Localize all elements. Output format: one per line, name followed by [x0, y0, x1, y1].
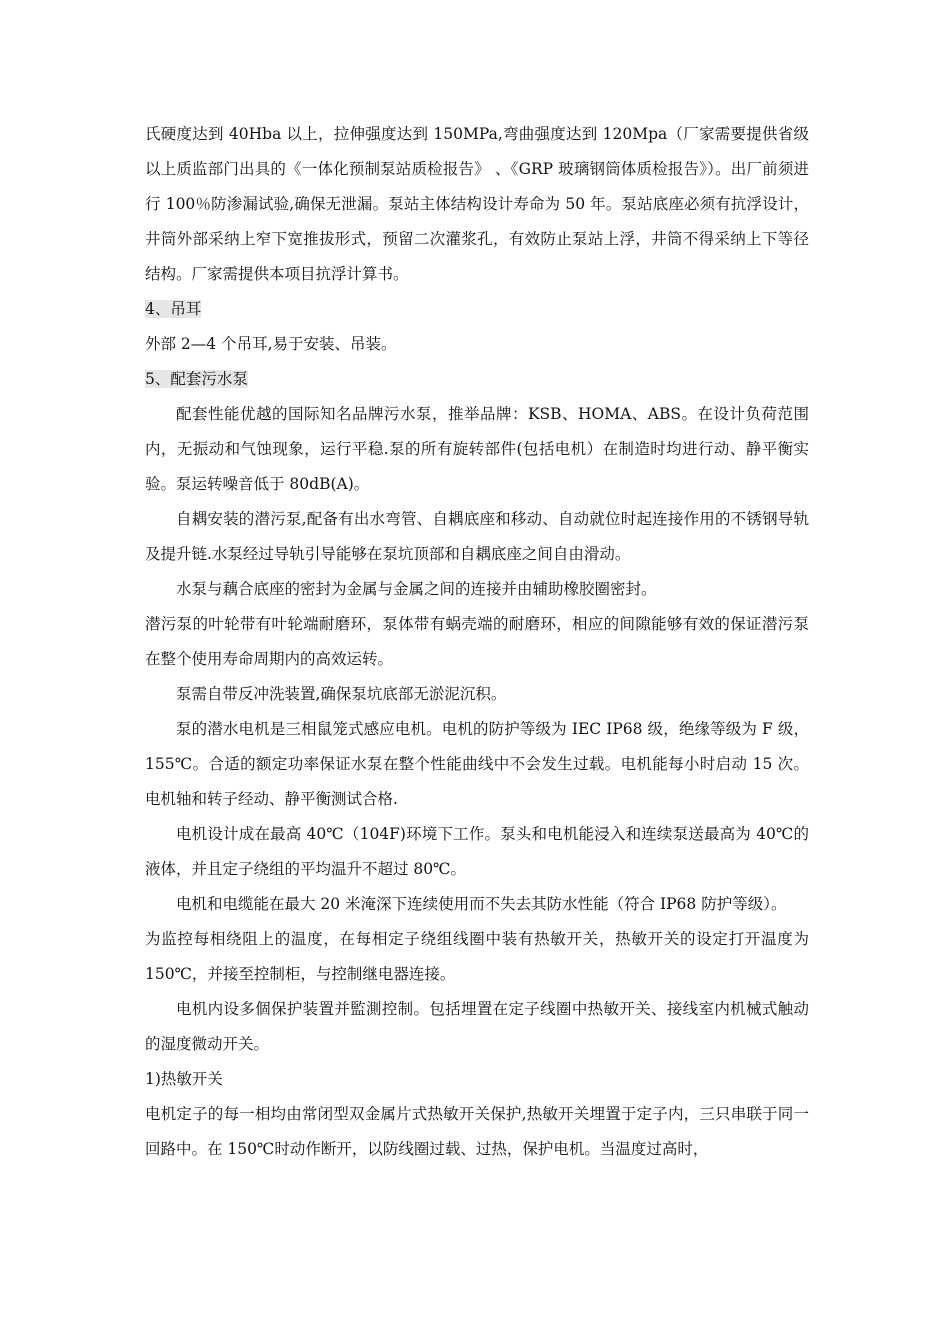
paragraph-seal: 水泵与藕合底座的密封为金属与金属之间的连接并由辅助橡胶圈密封。: [176, 580, 657, 598]
paragraph-wear-rings: 潜污泵的叶轮带有叶轮端耐磨环，泵体带有蜗壳端的耐磨环，相应的间隙能够有效的保证潜污泵在整个使用寿命周期内的高效运转。: [145, 615, 809, 668]
section-heading-text: 5、配套污水泵: [145, 370, 248, 388]
paragraph-submersion: 电机和电缆能在最大 20 米淹深下连续使用而不失去其防水性能（符合 IP68 防护等级）。: [176, 895, 787, 913]
section-heading-sewage-pump: [145, 362, 809, 397]
paragraph-protection-devices: 电机内设多個保护装置并監測控制。包括埋置在定子线圈中热敏开关、接线室内机械式触动的湿度微动开关。: [145, 1000, 809, 1053]
paragraph-lifting-lugs: 外部 2—4 个吊耳,易于安装、吊装。: [145, 335, 397, 353]
paragraph-motor-temperature: 电机设计成在最高 40℃（104F)环境下工作。泵头和电机能浸入和连续泵送最高为 40℃的液体，并且定子绕组的平均温升不超过 80℃。: [145, 825, 809, 878]
document-body: [145, 117, 809, 1167]
paragraph-casing-spec: 氏硬度达到 40Hba 以上，拉伸强度达到 150MPa,弯曲强度达到 120Mpa（厂家需要提供省级以上质监部门出具的《一体化预制泵站质检报告》 、《GRP 玻璃钢筒体质检报告》）。出厂前须进行 100％防渗漏试验,确保无泄漏。泵站主体结构设计寿命为 50 年。泵站底座必须有抗浮设计，井筒外部采纳上窄下宽推拔形式，预留二次灌浆孔，有效防止泵站上浮，井筒不得采纳上下等径结构。厂家需提供本项目抗浮计算书。: [145, 125, 809, 283]
section-heading-lifting-lugs: [145, 292, 809, 327]
paragraph-auto-coupling: 自耦安装的潜污泵,配备有出水弯管、自耦底座和移动、自动就位时起连接作用的不锈钢导轨及提升链.水泵经过导轨引导能够在泵坑顶部和自耦底座之间自由滑动。: [145, 510, 809, 563]
paragraph-thermal-switch-detail: 电机定子的每一相均由常闭型双金属片式热敏开关保护,热敏开关埋置于定子内，三只串联于同一回路中。在 150℃时动作断开，以防线圈过载、过热，保护电机。当温度过高时，: [145, 1105, 809, 1158]
paragraph-pump-brands: 配套性能优越的国际知名品牌污水泵，推举品牌：KSB、HOMA、ABS。在设计负荷范围内，无振动和气蚀现象，运行平稳.泵的所有旋转部件(包括电机）在制造时均进行动、静平衡实验。泵运转噪音低于 80dB(A)。: [145, 405, 809, 493]
subheading-thermal-switch: 1)热敏开关: [145, 1070, 223, 1088]
paragraph-thermal-switch-setting: 为监控每相绕阻上的温度，在每相定子绕组线圈中装有热敏开关，热敏开关的设定打开温度为 150℃，并接至控制柜，与控制继电器连接。: [145, 930, 809, 983]
paragraph-motor-spec: 泵的潜水电机是三相鼠笼式感应电机。电机的防护等级为 IEC IP68 级，绝缘等级为 F 级，155℃。合适的额定功率保证水泵在整个性能曲线中不会发生过载。电机能每小时启动 15 次。电机轴和转子经动、静平衡测试合格.: [145, 720, 809, 808]
paragraph-backflush: 泵需自带反冲洗装置,确保泵坑底部无淤泥沉积。: [176, 685, 507, 703]
section-heading-text: 4、吊耳: [145, 300, 202, 318]
